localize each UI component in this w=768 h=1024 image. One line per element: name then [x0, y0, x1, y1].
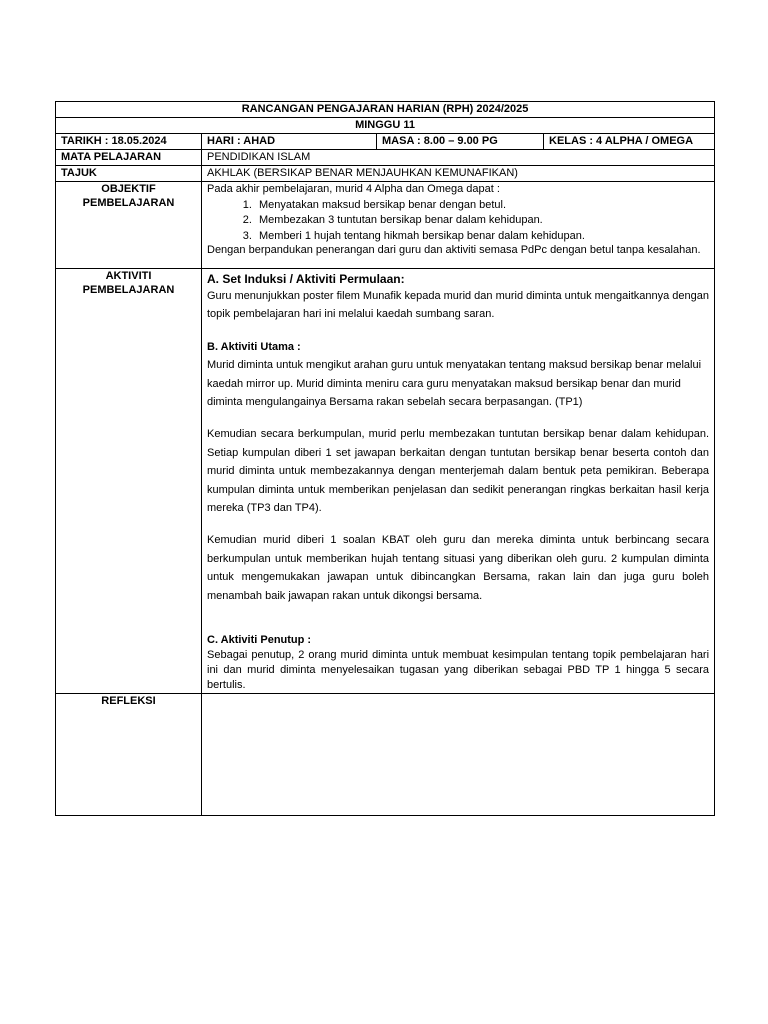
objectives-label-line2: PEMBELAJARAN	[82, 197, 175, 209]
activities-label-line1: AKTIVITI	[105, 270, 152, 282]
reflection-content	[202, 694, 715, 816]
activity-a-text: Guru menunjukkan poster filem Munafik kepada murid dan murid diminta untuk mengaitkannya dengan topik pembelajaran hari ini melalui kaedah sumbang saran.	[207, 290, 710, 321]
reflection-label: REFLEKSI	[56, 694, 202, 816]
activity-b-text-2: Kemudian secara berkumpulan, murid perlu membezakan tuntutan bersikap benar dalam kehidupan. Setiap kumpulan diberi 1 set jawapan berkaitan dengan tuntutan bersikap benar beserta contoh dan murid diminta untuk membezakannya dengan menterjemah dalam bentuk peta pemikiran. Beberapa kumpulan diminta untuk memberikan penjelasan dan sedikit penerangan ringkas berkaitan hasil kerja mereka (TP3 dan TP4).	[207, 428, 710, 515]
plan-title: RANCANGAN PENGAJARAN HARIAN (RPH) 2024/2025	[56, 102, 715, 118]
objectives-label	[56, 182, 202, 269]
topic-label: TAJUK	[56, 166, 202, 182]
objectives-closing: Dengan berpandukan penerangan dari guru dan aktiviti semasa PdPc dengan betul tanpa kesalahan.	[207, 244, 701, 256]
week-label: MINGGU 11	[56, 118, 715, 134]
time-cell: MASA : 8.00 – 9.00 PG	[377, 134, 544, 150]
activities-label	[56, 269, 202, 694]
activity-b-title: B. Aktiviti Utama :	[207, 340, 301, 353]
activity-b-text-3: Kemudian murid diberi 1 soalan KBAT oleh guru dan mereka diminta untuk berbincang secara berkumpulan untuk memberikan hujah tentang situasi yang diberikan oleh guru. 2 kumpulan diminta untuk mengemukakan jawapan untuk dibincangkan Bersama, rakan lain dan juga guru boleh menambah baik jawapan rakan untuk dikongsi bersama.	[207, 534, 710, 602]
objectives-label-line1: OBJEKTIF	[101, 183, 156, 195]
objectives-list	[207, 198, 709, 245]
lesson-plan-table	[55, 101, 715, 816]
subject-value: PENDIDIKAN ISLAM	[202, 150, 715, 166]
activity-a-title: A. Set Induksi / Aktiviti Permulaan:	[207, 272, 405, 286]
objective-item-1: 1. Menyatakan maksud bersikap benar dengan betul.	[255, 198, 709, 214]
objectives-intro: Pada akhir pembelajaran, murid 4 Alpha dan Omega dapat :	[207, 183, 500, 195]
objective-item-2: 2. Membezakan 3 tuntutan bersikap benar dalam kehidupan.	[255, 213, 709, 229]
activity-b-text-1: Murid diminta untuk mengikut arahan guru untuk menyatakan tentang maksud bersikap benar melalui kaedah mirror up. Murid diminta meniru cara guru menyatakan maksud bersikap benar dan murid diminta mengulangainya Bersama rakan sebelah secara berpasangan. (TP1)	[207, 359, 702, 409]
date-cell: TARIKH : 18.05.2024	[56, 134, 202, 150]
activities-content	[202, 269, 715, 694]
objective-item-3: 3. Memberi 1 hujah tentang hikmah bersikap benar dalam kehidupan.	[255, 229, 709, 245]
subject-label: MATA PELAJARAN	[56, 150, 202, 166]
class-cell: KELAS : 4 ALPHA / OMEGA	[544, 134, 715, 150]
objectives-content	[202, 182, 715, 269]
activity-c-title: C. Aktiviti Penutup :	[207, 634, 312, 647]
activities-label-line2: PEMBELAJARAN	[82, 284, 175, 296]
activity-c-text: Sebagai penutup, 2 orang murid diminta untuk membuat kesimpulan tentang topik pembelajaran hari ini dan murid diminta menyelesaikan tugasan yang diberikan sebagai PBD TP 1 hingga 5 secara bertulis.	[207, 649, 710, 692]
topic-value: AKHLAK (BERSIKAP BENAR MENJAUHKAN KEMUNAFIKAN)	[202, 166, 715, 182]
day-cell: HARI : AHAD	[202, 134, 377, 150]
